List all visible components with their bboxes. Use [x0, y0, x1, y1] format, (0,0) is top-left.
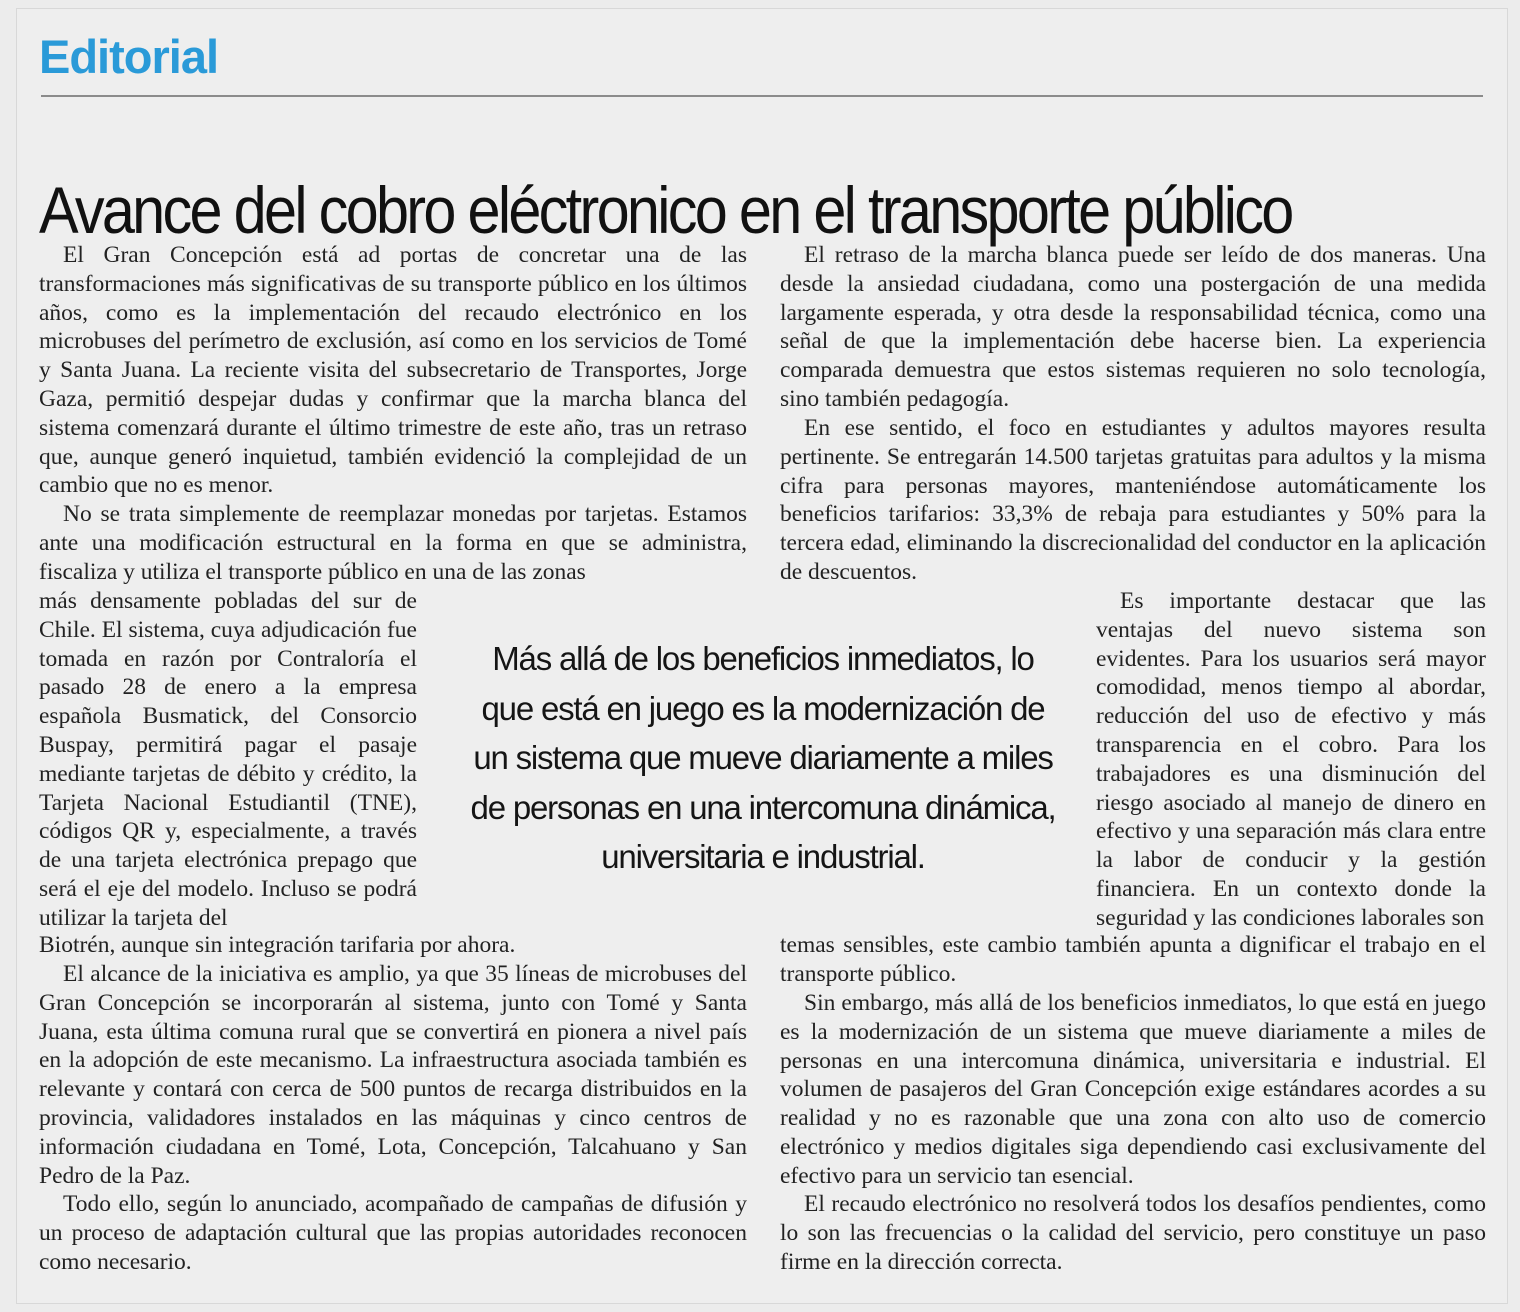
right-paragraph-3-narrow: Es importante destacar que las ventajas del nuevo sistema son evidentes. Para los usuarios será mayor comodidad, menos tiempo al abordar, reducción del uso de efectivo y más transparencia en el cobro. Para los trabajadores es una disminución del riesgo asociado al manejo de dinero en efectivo y una separación más clara entre la labor de conducir y la gestión financiera. En un contexto donde la seguridad y las condiciones laborales son: [1096, 588, 1486, 931]
left-paragraph-2-narrow: más densamente pobladas del sur de Chile. El sistema, cuya adjudicación fue tomada en razón por Contraloría el pasado 28 de enero a la empresa española Busmatick, del Consorcio Buspay, permitirá pagar el pasaje mediante tarjetas de débito y crédito, la Tarjeta Nacional Estudiantil (TNE), códigos QR y, especialmente, a través de una tarjeta electrónica prepago que será el eje del modelo. Incluso se podrá utilizar la tarjeta del: [39, 588, 417, 931]
left-paragraph-2-top: No se trata simplemente de reemplazar monedas por tarjetas. Estamos ante una modificación estructural en la forma en que se administra, fiscaliza y utiliza el transporte público en una de las zonas: [39, 501, 747, 585]
right-paragraph-5: El recaudo electrónico no resolverá todos los desafíos pendientes, como lo son las frecuencias o la calidad del servicio, pero constituye un paso firme en la dirección correcta.: [780, 1191, 1486, 1275]
right-paragraph-4: Sin embargo, más allá de los beneficios inmediatos, lo que está en juego es la modernización de un sistema que mueve diariamente a miles de personas en una intercomuna dinámica, universitaria e industrial. El volumen de pasajeros del Gran Concepción exige estándares acordes a su realidad y no es razonable que una zona con alto uso de comercio electrónico y medios digitales siga dependiendo casi exclusivamente del efectivo para un servicio tan esencial.: [780, 990, 1486, 1189]
left-paragraph-2-end: Biotrén, aunque sin integración tarifaria por ahora.: [39, 932, 516, 958]
left-paragraph-4: Todo ello, según lo anunciado, acompañado de campañas de difusión y un proceso de adaptación cultural que las propias autoridades reconocen como necesario.: [39, 1191, 747, 1275]
left-paragraph-3: El alcance de la iniciativa es amplio, ya que 35 líneas de microbuses del Gran Concepción se incorporarán al sistema, junto con Tomé y Santa Juana, esta última comuna rural que se convertirá en pionera a nivel país en la adopción de este mecanismo. La infraestructura asociada también es relevante y contará con cerca de 500 puntos de recarga distribuidos en la provincia, validadores instalados en las máquinas y cinco centros de información ciudadana en Tomé, Lota, Concepción, Talcahuano y San Pedro de la Paz.: [39, 961, 747, 1189]
newspaper-page: [16, 8, 1508, 1304]
section-divider: [41, 95, 1483, 97]
headline: Avance del cobro eléctronico en el transporte público: [39, 173, 1292, 248]
right-paragraph-1: El retraso de la marcha blanca puede ser leído de dos maneras. Una desde la ansiedad ciudadana, como una postergación de una medida largamente esperada, y otra desde la responsabilidad técnica, como una señal de que la implementación debe hacerse bien. La experiencia comparada demuestra que estos sistemas requieren no solo tecnología, sino también pedagogía.: [780, 242, 1486, 412]
pull-quote: Más allá de los beneficios inmediatos, lo que está en juego es la modernización de un sistema que mueve diariamente a miles de personas en una intercomuna dinámica, universitaria e industrial.: [470, 640, 1056, 875]
section-label: Editorial: [39, 30, 219, 83]
right-paragraph-2: En ese sentido, el foco en estudiantes y adultos mayores resulta pertinente. Se entregarán 14.500 tarjetas gratuitas para adultos y la misma cifra para personas mayores, manteniéndose automáticamente los beneficios tarifarios: 33,3% de rebaja para estudiantes y 50% para la tercera edad, eliminando la discrecionalidad del conductor en la aplicación de descuentos.: [780, 415, 1486, 585]
right-paragraph-3-end: temas sensibles, este cambio también apunta a dignificar el trabajo en el transporte público.: [780, 932, 1486, 987]
left-paragraph-1: El Gran Concepción está ad portas de concretar una de las transformaciones más significativas de su transporte público en los últimos años, como es la implementación del recaudo electrónico en los microbuses del perímetro de exclusión, así como en los servicios de Tomé y Santa Juana. La reciente visita del subsecretario de Transportes, Jorge Gaza, permitió despejar dudas y confirmar que la marcha blanca del sistema comenzará durante el último trimestre de este año, tras un retraso que, aunque generó inquietud, también evidenció la complejidad de un cambio que no es menor.: [39, 242, 747, 499]
